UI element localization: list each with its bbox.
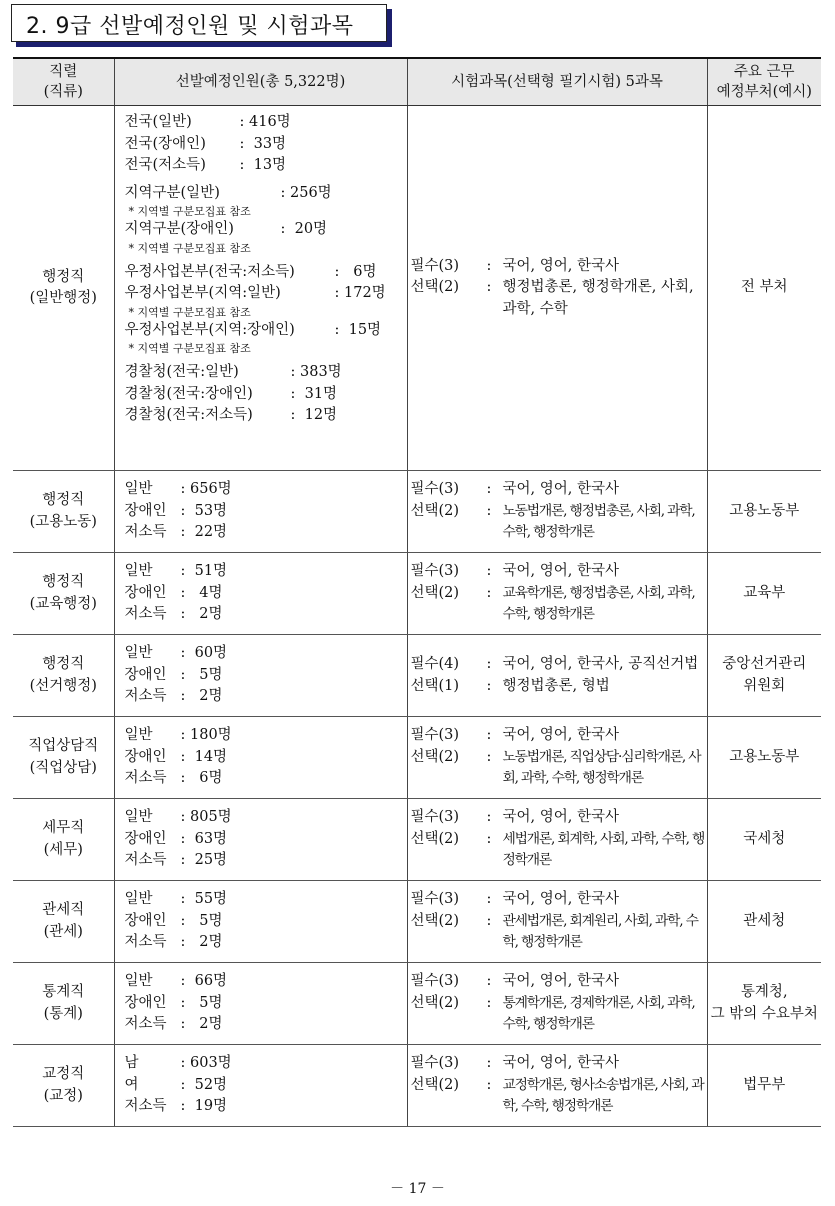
table-row xyxy=(13,1045,821,1127)
quota-line xyxy=(125,768,403,790)
colon: : xyxy=(486,481,492,498)
subjects-cell xyxy=(407,635,707,717)
table-row xyxy=(13,106,821,471)
optional-label: 선택(2) xyxy=(410,584,460,601)
quota-value: : 51명 xyxy=(180,563,228,580)
quota-value: : 5명 xyxy=(180,994,223,1011)
quota-line xyxy=(125,283,403,305)
quota-line xyxy=(125,643,403,665)
dept-line: 그 밖의 수요부처 xyxy=(710,1005,818,1022)
header-subjects: 시험과목(선택형 필기시험) 5과목 xyxy=(407,58,707,106)
quota-line xyxy=(125,829,403,851)
quota-value: : 180명 xyxy=(180,727,232,744)
required-label: 필수(4) xyxy=(410,656,460,672)
quota-line xyxy=(125,262,403,284)
quota-line xyxy=(125,747,403,769)
quota-line xyxy=(125,725,403,747)
quota-cell xyxy=(114,881,407,963)
optional-label: 선택(1) xyxy=(410,677,460,694)
optional-list: 관세법개론, 회계원리, 사회, 과학, 수학, 행정학개론 xyxy=(502,912,698,951)
subjects-cell xyxy=(407,553,707,635)
quota-line xyxy=(125,320,403,342)
required-subjects xyxy=(411,654,705,676)
colon: : xyxy=(486,748,492,765)
quota-note: * 지역별 구분모집표 참조 xyxy=(128,241,251,255)
quota-label: 일반 xyxy=(124,973,153,990)
optional-subjects xyxy=(411,829,705,872)
dept-cell xyxy=(707,106,821,471)
optional-subjects xyxy=(411,676,705,698)
quota-value: : 383명 xyxy=(290,364,342,380)
subjects-cell xyxy=(407,799,707,881)
quota-line xyxy=(125,583,403,605)
quota-line xyxy=(125,561,403,583)
quota-value: : 4명 xyxy=(180,584,223,601)
quota-value: : 55명 xyxy=(180,891,228,908)
job-line: (선거행정) xyxy=(29,677,97,694)
quota-label: 일반 xyxy=(124,809,153,826)
colon: : xyxy=(486,656,492,672)
required-label: 필수(3) xyxy=(410,809,460,826)
optional-label: 선택(2) xyxy=(410,748,460,765)
quota-label: 일반 xyxy=(124,563,153,580)
header-dept-line1: 주요 근무 xyxy=(733,64,795,80)
colon: : xyxy=(486,502,492,519)
quota-line xyxy=(125,1053,403,1075)
quota-line xyxy=(125,993,403,1015)
colon: : xyxy=(486,1055,492,1072)
quota-label: 경찰청(전국:일반) xyxy=(124,364,239,380)
required-label: 필수(3) xyxy=(410,891,460,908)
quota-value: : 53명 xyxy=(180,502,228,519)
quota-line xyxy=(125,112,403,134)
required-subjects xyxy=(411,889,705,911)
quota-value: : 60명 xyxy=(180,645,228,662)
dept-cell xyxy=(707,717,821,799)
quota-line xyxy=(125,1075,403,1097)
recruitment-table xyxy=(13,57,821,1127)
job-cell xyxy=(13,1045,114,1127)
colon: : xyxy=(486,1076,492,1093)
job-cell xyxy=(13,881,114,963)
quota-cell xyxy=(114,553,407,635)
header-dept-line2: 예정부처(예시) xyxy=(716,84,812,100)
required-subjects xyxy=(411,971,705,993)
header-dept xyxy=(707,58,821,106)
quota-label: 저소득 xyxy=(124,606,167,623)
quota-note: * 지역별 구분모집표 참조 xyxy=(128,342,251,355)
job-line: (직업상담) xyxy=(29,759,97,776)
quota-line xyxy=(125,911,403,933)
required-list: 국어, 영어, 한국사 xyxy=(502,973,619,990)
job-cell xyxy=(13,963,114,1045)
table-header-row xyxy=(13,58,821,106)
optional-label: 선택(2) xyxy=(410,994,460,1011)
optional-list: 세법개론, 회계학, 사회, 과학, 수학, 행정학개론 xyxy=(502,830,705,869)
subjects-cell xyxy=(407,963,707,1045)
quota-label: 저소득 xyxy=(124,688,167,705)
quota-label: 일반 xyxy=(124,727,153,744)
table-row xyxy=(13,881,821,963)
optional-subjects xyxy=(411,993,705,1036)
section-title: 2. 9급 선발예정인원 및 시험과목 xyxy=(26,14,354,39)
dept-line: 중앙선거관리 xyxy=(722,656,807,672)
quota-line xyxy=(125,850,403,872)
optional-list: 노동법개론, 직업상담·심리학개론, 사회, 과학, 수학, 행정학개론 xyxy=(502,748,701,787)
colon: : xyxy=(486,994,492,1011)
dept-cell xyxy=(707,881,821,963)
quota-value: : 2명 xyxy=(180,606,223,623)
quota-value: : 63명 xyxy=(180,830,228,847)
required-list: 국어, 영어, 한국사, 공직선거법 xyxy=(502,656,699,672)
table-row xyxy=(13,717,821,799)
subjects-cell xyxy=(407,717,707,799)
quota-value: : 256명 xyxy=(280,184,332,201)
quota-line xyxy=(125,604,403,626)
job-line: (세무) xyxy=(43,841,83,858)
dept-cell xyxy=(707,553,821,635)
dept-cell xyxy=(707,799,821,881)
required-list: 국어, 영어, 한국사 xyxy=(502,481,619,498)
quota-label: 장애인 xyxy=(124,830,167,847)
quota-label: 저소득 xyxy=(124,770,167,787)
dept-line: 고용노동부 xyxy=(729,748,800,765)
quota-line xyxy=(125,219,403,241)
job-line: 세무직 xyxy=(42,820,85,836)
job-line: 관세직 xyxy=(42,902,85,918)
subjects-cell xyxy=(407,881,707,963)
quota-line xyxy=(125,384,403,406)
optional-list: 행정법총론, 행정학개론, 사회, 과학, 수학 xyxy=(502,279,694,317)
job-line: 행정직 xyxy=(42,492,85,508)
required-label: 필수(3) xyxy=(410,481,460,498)
job-line: (교정) xyxy=(43,1087,83,1104)
quota-value: : 172명 xyxy=(334,285,386,301)
quota-line xyxy=(125,134,403,156)
quota-label: 지역구분(장애인) xyxy=(124,221,234,237)
quota-label: 장애인 xyxy=(124,748,167,765)
header-job xyxy=(13,58,114,106)
quota-value: : 33명 xyxy=(239,135,287,152)
required-subjects xyxy=(411,725,705,747)
quota-label: 저소득 xyxy=(124,1098,167,1115)
colon: : xyxy=(486,912,492,929)
quota-value: : 416명 xyxy=(239,114,291,130)
page-number: － 17 － xyxy=(390,1181,445,1197)
quota-value: : 14명 xyxy=(180,748,228,765)
colon: : xyxy=(486,973,492,990)
optional-label: 선택(2) xyxy=(410,830,460,847)
job-line: 행정직 xyxy=(42,268,85,285)
quota-value: : 5명 xyxy=(180,912,223,929)
quota-line xyxy=(125,971,403,993)
required-list: 국어, 영어, 한국사 xyxy=(502,727,619,744)
quota-label: 장애인 xyxy=(124,584,167,601)
quota-label: 우정사업본부(전국:저소득) xyxy=(124,263,295,280)
quota-line xyxy=(125,807,403,829)
header-job-line1: 직렬 xyxy=(49,64,78,80)
required-list: 국어, 영어, 한국사 xyxy=(502,809,619,826)
quota-value: : 805명 xyxy=(180,809,232,826)
quota-label: 장애인 xyxy=(124,994,167,1011)
quota-line xyxy=(125,665,403,687)
dept-line: 교육부 xyxy=(743,584,786,601)
quota-label: 전국(장애인) xyxy=(124,135,206,152)
required-list: 국어, 영어, 한국사 xyxy=(502,563,619,580)
required-subjects xyxy=(411,1053,705,1075)
required-label: 필수(3) xyxy=(410,257,460,274)
quota-value: : 603명 xyxy=(180,1055,232,1072)
quota-label: 여 xyxy=(124,1076,139,1093)
quota-value: : 13명 xyxy=(239,157,287,173)
dept-line: 통계청, xyxy=(740,984,788,1000)
quota-label: 일반 xyxy=(124,481,153,498)
quota-line xyxy=(125,1096,403,1118)
quota-value: : 2명 xyxy=(180,1016,223,1033)
quota-label: 장애인 xyxy=(124,912,167,929)
quota-value: : 25명 xyxy=(180,852,228,869)
quota-line xyxy=(125,183,403,205)
quota-cell xyxy=(114,635,407,717)
job-line: 행정직 xyxy=(42,574,85,590)
header-job-line2: (직류) xyxy=(43,84,83,100)
quota-label: 일반 xyxy=(124,891,153,908)
quota-label: 저소득 xyxy=(124,524,167,541)
required-subjects xyxy=(411,561,705,583)
required-list: 국어, 영어, 한국사 xyxy=(502,257,619,274)
quota-label: 장애인 xyxy=(124,666,167,683)
optional-label: 선택(2) xyxy=(410,1076,460,1093)
dept-line: 법무부 xyxy=(743,1076,786,1093)
section-title-box xyxy=(11,4,387,42)
quota-line xyxy=(125,479,403,501)
quota-value: : 66명 xyxy=(180,973,228,990)
job-cell xyxy=(13,106,114,471)
optional-label: 선택(2) xyxy=(410,912,460,929)
colon: : xyxy=(486,891,492,908)
table-row xyxy=(13,553,821,635)
quota-label: 일반 xyxy=(124,645,153,662)
optional-subjects xyxy=(411,583,705,626)
subjects-cell xyxy=(407,106,707,471)
quota-line xyxy=(125,932,403,954)
optional-list: 교육학개론, 행정법총론, 사회, 과학, 수학, 행정학개론 xyxy=(502,584,695,623)
dept-cell xyxy=(707,1045,821,1127)
quota-value: : 6명 xyxy=(334,263,377,280)
quota-line xyxy=(125,522,403,544)
quota-value: : 31명 xyxy=(290,385,338,402)
quota-line xyxy=(125,362,403,384)
job-cell xyxy=(13,717,114,799)
job-cell xyxy=(13,635,114,717)
quota-value: : 15명 xyxy=(334,321,382,338)
quota-cell xyxy=(114,1045,407,1127)
dept-line: 관세청 xyxy=(743,912,786,929)
quota-label: 경찰청(전국:저소득) xyxy=(124,407,253,423)
job-line: (교육행정) xyxy=(29,595,97,612)
quota-cell xyxy=(114,717,407,799)
table-row xyxy=(13,799,821,881)
optional-list: 노동법개론, 행정법총론, 사회, 과학, 수학, 행정학개론 xyxy=(502,502,695,541)
colon: : xyxy=(486,727,492,744)
quota-label: 저소득 xyxy=(124,852,167,869)
job-cell xyxy=(13,799,114,881)
quota-line xyxy=(125,889,403,911)
quota-value: : 52명 xyxy=(180,1076,228,1093)
dept-line: 고용노동부 xyxy=(729,502,800,519)
quota-value: : 5명 xyxy=(180,666,223,683)
required-list: 국어, 영어, 한국사 xyxy=(502,891,619,908)
colon: : xyxy=(486,677,492,694)
quota-label: 우정사업본부(지역:장애인) xyxy=(124,321,295,338)
quota-cell xyxy=(114,799,407,881)
quota-value: : 2명 xyxy=(180,688,223,705)
dept-cell xyxy=(707,471,821,553)
quota-label: 우정사업본부(지역:일반) xyxy=(124,285,281,301)
header-quota: 선발예정인원(총 5,322명) xyxy=(114,58,407,106)
optional-subjects xyxy=(411,747,705,790)
colon: : xyxy=(486,563,492,580)
optional-label: 선택(2) xyxy=(410,279,460,296)
colon: : xyxy=(486,809,492,826)
job-line: 통계직 xyxy=(42,984,85,1000)
dept-line: 위원회 xyxy=(743,677,786,694)
colon: : xyxy=(486,257,492,274)
quota-line xyxy=(125,155,403,177)
quota-value: : 20명 xyxy=(280,221,328,237)
job-cell xyxy=(13,553,114,635)
quota-value: : 656명 xyxy=(180,481,232,498)
job-line: 직업상담직 xyxy=(28,738,99,754)
quota-value: : 6명 xyxy=(180,770,223,787)
colon: : xyxy=(486,279,492,296)
table-row xyxy=(13,471,821,553)
quota-label: 저소득 xyxy=(124,934,167,951)
quota-label: 저소득 xyxy=(124,1016,167,1033)
required-list: 국어, 영어, 한국사 xyxy=(502,1055,619,1072)
colon: : xyxy=(486,584,492,601)
quota-note: * 지역별 구분모집표 참조 xyxy=(128,205,251,218)
quota-label: 남 xyxy=(124,1055,139,1072)
table-row xyxy=(13,635,821,717)
job-line: 행정직 xyxy=(42,656,85,672)
dept-cell xyxy=(707,635,821,717)
quota-label: 지역구분(일반) xyxy=(124,184,220,201)
quota-label: 전국(일반) xyxy=(124,114,192,130)
quota-line xyxy=(125,405,403,427)
quota-line xyxy=(125,1014,403,1036)
dept-line: 국세청 xyxy=(743,830,786,847)
job-line: (관세) xyxy=(43,923,83,940)
required-subjects xyxy=(411,256,705,278)
required-label: 필수(3) xyxy=(410,1055,460,1072)
required-label: 필수(3) xyxy=(410,727,460,744)
required-label: 필수(3) xyxy=(410,563,460,580)
quota-value: : 2명 xyxy=(180,934,223,951)
job-cell xyxy=(13,471,114,553)
quota-note: * 지역별 구분모집표 참조 xyxy=(128,305,251,319)
quota-value: : 19명 xyxy=(180,1098,228,1115)
optional-list: 통계학개론, 경제학개론, 사회, 과학, 수학, 행정학개론 xyxy=(502,994,695,1033)
optional-list: 행정법총론, 형법 xyxy=(502,677,610,694)
quota-value: : 12명 xyxy=(290,407,338,423)
quota-label: 전국(저소득) xyxy=(124,157,206,173)
job-line: (일반행정) xyxy=(29,290,97,306)
optional-subjects xyxy=(411,1075,705,1118)
quota-line xyxy=(125,686,403,708)
optional-list: 교정학개론, 형사소송법개론, 사회, 과학, 수학, 행정학개론 xyxy=(502,1076,704,1115)
subjects-cell xyxy=(407,471,707,553)
optional-subjects xyxy=(411,277,705,320)
job-line: (고용노동) xyxy=(29,513,97,530)
quota-label: 장애인 xyxy=(124,502,167,519)
optional-label: 선택(2) xyxy=(410,502,460,519)
optional-subjects xyxy=(411,911,705,954)
required-subjects xyxy=(411,807,705,829)
quota-cell xyxy=(114,471,407,553)
job-line: 교정직 xyxy=(42,1066,85,1082)
required-subjects xyxy=(411,479,705,501)
job-line: (통계) xyxy=(43,1005,83,1022)
quota-line xyxy=(125,501,403,523)
quota-cell xyxy=(114,963,407,1045)
quota-label: 경찰청(전국:장애인) xyxy=(124,385,253,402)
table-row xyxy=(13,963,821,1045)
colon: : xyxy=(486,830,492,847)
subjects-cell xyxy=(407,1045,707,1127)
required-label: 필수(3) xyxy=(410,973,460,990)
dept-cell xyxy=(707,963,821,1045)
optional-subjects xyxy=(411,501,705,544)
quota-value: : 22명 xyxy=(180,524,228,541)
quota-cell xyxy=(114,106,407,471)
dept-line: 전 부처 xyxy=(740,279,788,296)
